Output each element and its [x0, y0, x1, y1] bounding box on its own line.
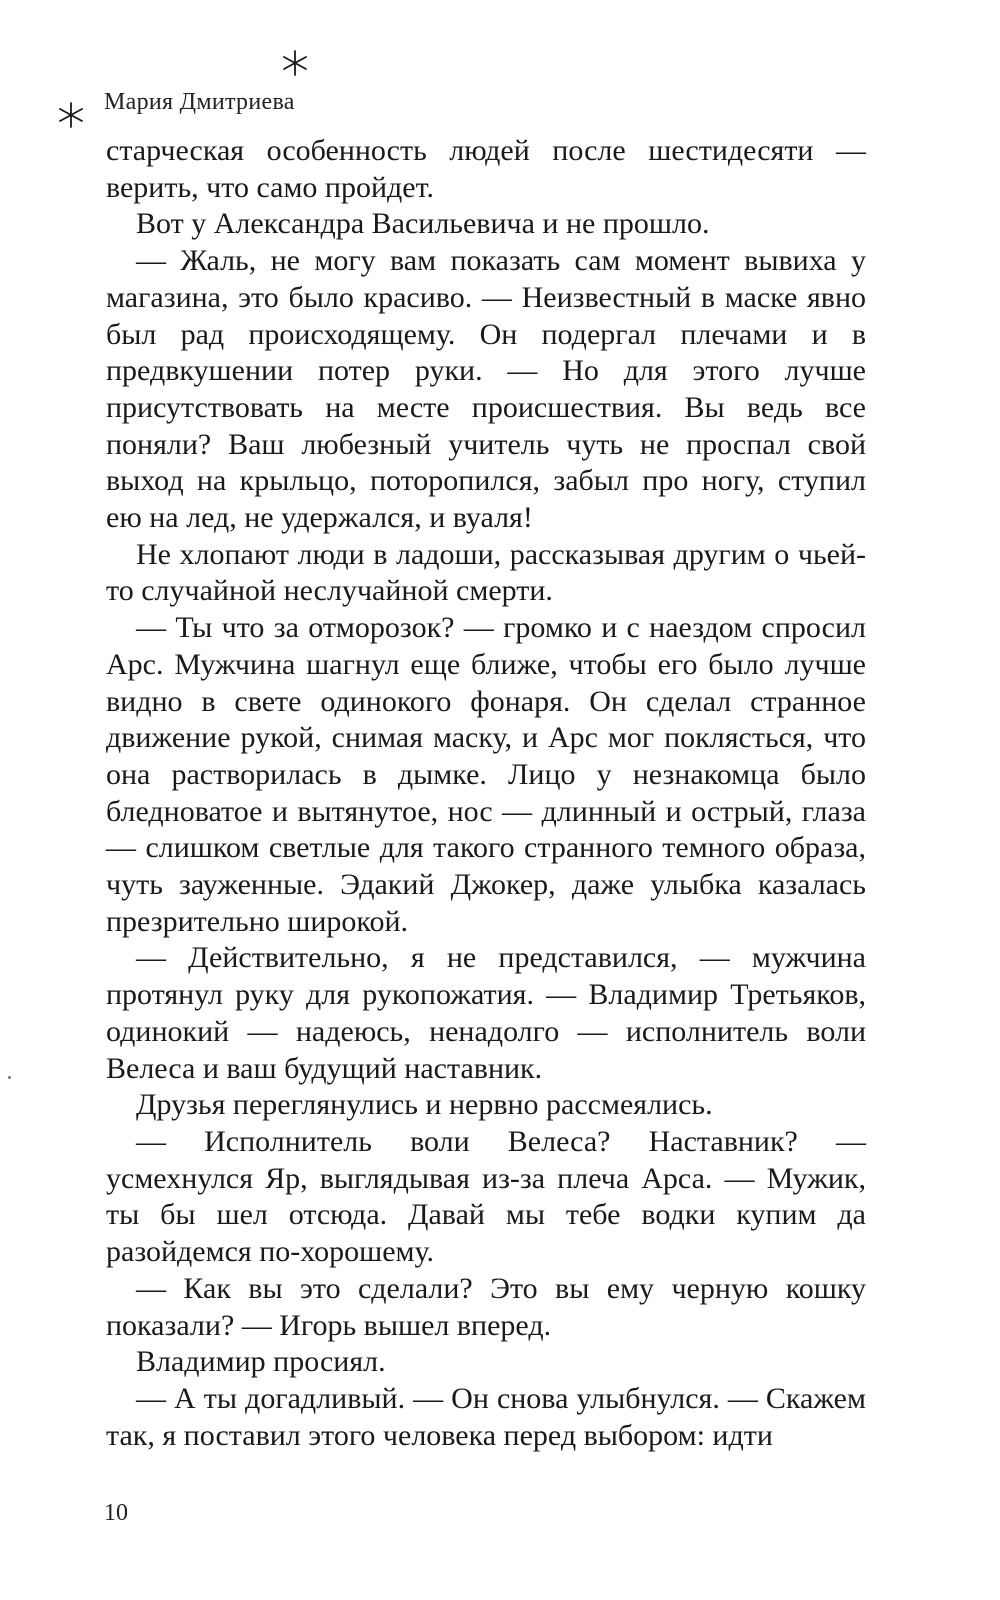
paragraph: Владимир просиял. [136, 1345, 386, 1379]
paragraph: — Ты что за отморозок? — громко и с наездом спросил Арс. Мужчина шагнул еще ближе, чтобы его было лучше видно в свете одинокого фонаря. Он сделал странное движение рукой, снимая маску, и Арс мог поклясться, что она растворилась в дымке. Лицо у незнакомца было бледноватое и вытянутое, нос — длинный и острый, глаза — слишком светлые для такого странного темного образа, чуть зауженные. Эдакий Джокер, даже улыбка казалась презрительно широкой. [106, 611, 866, 938]
paragraph: — Как вы это сделали? Это вы ему черную кошку показали? — Игорь вышел вперед. [106, 1271, 866, 1342]
running-head-author: Мария Дмитриева [104, 89, 295, 115]
paragraph: — А ты догадливый. — Он снова улыбнулся. — Скажем так, я поставил этого человека перед выбором: идти [106, 1381, 866, 1452]
paragraph: Вот у Александра Васильевича и не прошло. [136, 207, 710, 241]
page-number: 10 [104, 1500, 128, 1526]
paragraph: Не хлопают люди в ладоши, рассказывая другим о чьей-то случайной неслучайной смерти. [106, 537, 866, 608]
paragraph: — Жаль, не могу вам показать сам момент вывиха у магазина, это было красиво. — Неизвестный в маске явно был рад происходящему. Он подергал плечами и в предвкушении потер руки. — Но для этого лучше присутствовать на месте происшествия. Вы ведь все поняли? Ваш любезный учитель чуть не проспал свой выход на крыльцо, поторопился, забыл про ногу, ступил ею на лед, не удержался, и вуаля! [106, 244, 866, 535]
paragraph: Друзья переглянулись и нервно рассмеялись. [136, 1088, 713, 1122]
paragraph: — Исполнитель воли Велеса? Наставник? — усмехнулся Яр, выглядывая из-за плеча Арса. — Мужик, ты бы шел отсюда. Давай мы тебе водки купим да разойдемся по-хорошему. [106, 1124, 866, 1269]
paragraph: старческая особенность людей после шестидесяти — верить, что само пройдет. [106, 134, 866, 204]
paragraph: — Действительно, я не представился, — мужчина протянул руку для рукопожатия. — Владимир Третьяков, одинокий — надеюсь, ненадолго — исполнитель воли Велеса и ваш будущий наставник. [106, 941, 866, 1085]
asterisk-ornament-icon [58, 102, 84, 128]
scan-speck [8, 1076, 11, 1079]
body-text [106, 133, 866, 1454]
asterisk-ornament-icon [282, 50, 308, 76]
